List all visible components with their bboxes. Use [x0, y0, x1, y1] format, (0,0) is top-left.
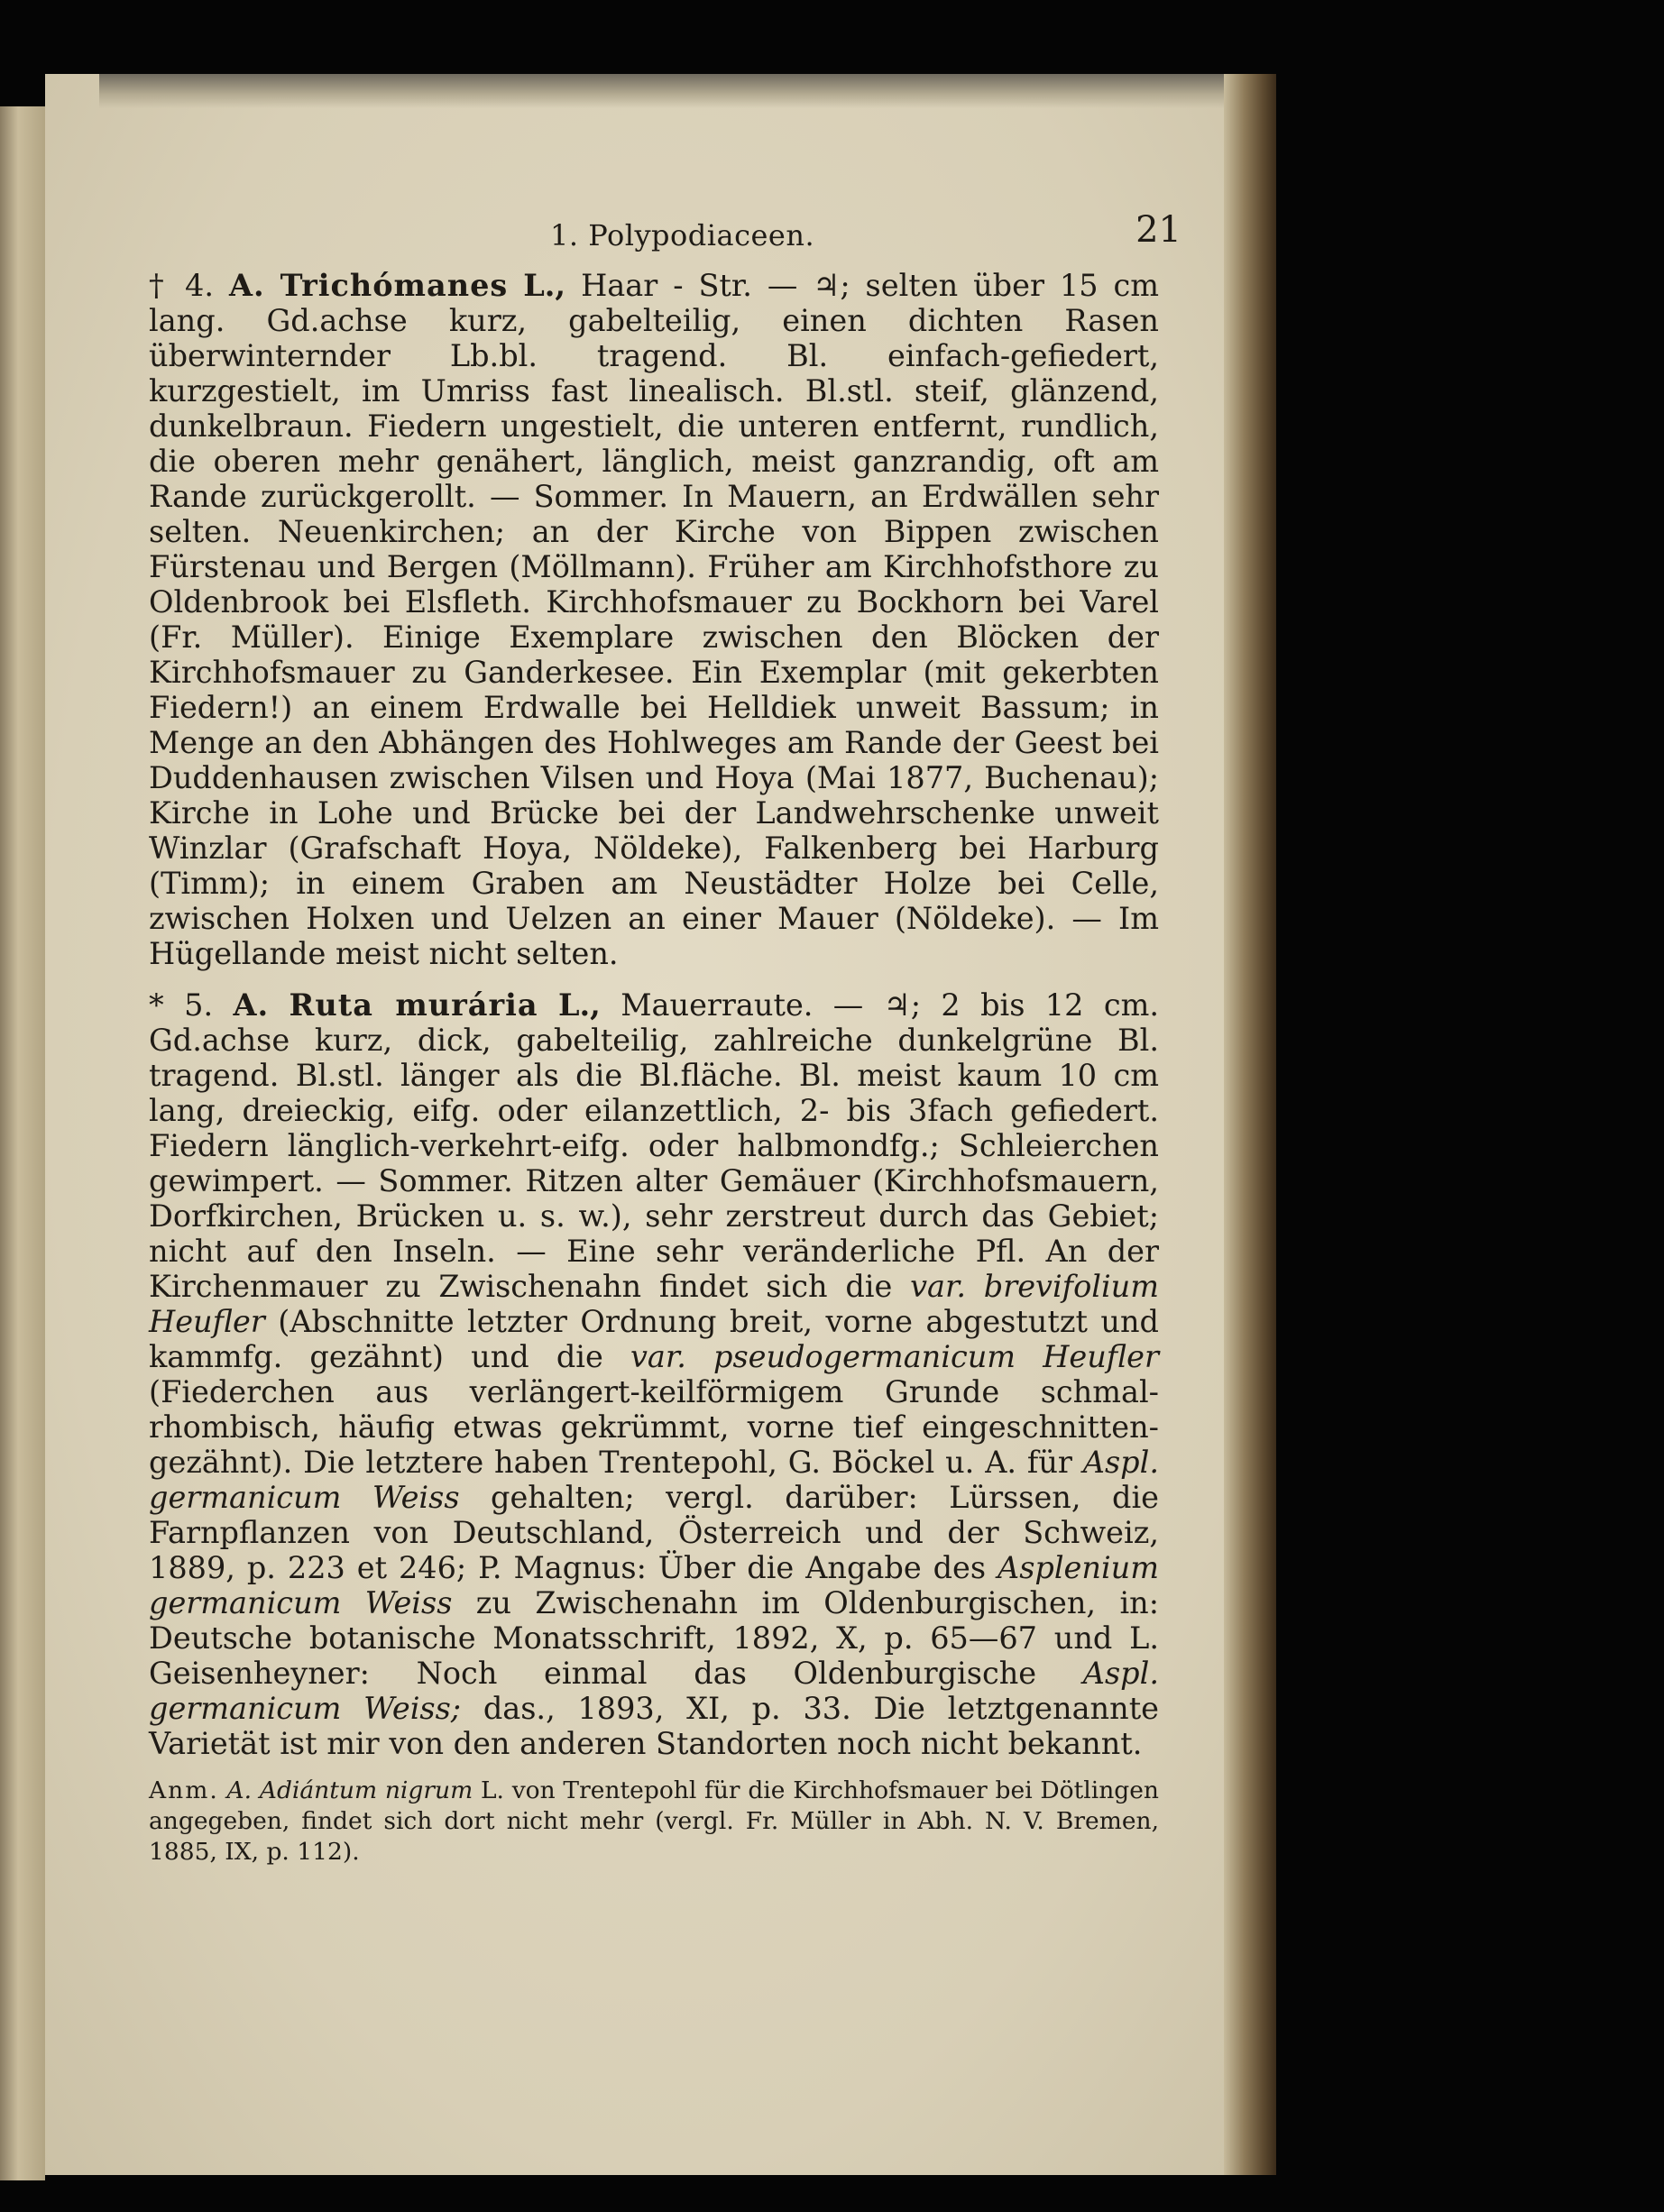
entry-number: 4. [185, 268, 214, 303]
variety-name: var. pseudogermanicum Heufler [630, 1339, 1159, 1374]
entry-text: das., 1893, XI, p. 33. Die letztgenannte Varietät ist mir von den anderen Standorten noch nicht bekannt. [149, 1691, 1159, 1761]
page-body [149, 268, 1159, 1868]
entry-number: 5. [184, 987, 214, 1023]
species-entry-trichomanes [149, 268, 1159, 971]
entry-text: (Fiederchen aus verlängert-keilförmigem Grunde schmal-rhombisch, häufig etwas gekrümmt, vorne tief eingeschnitten-gezähnt). Die letztere haben Trentepohl, G. Böckel u. A. für [149, 1374, 1159, 1480]
page-header [496, 209, 1181, 263]
adjacent-page-edge [0, 106, 45, 2180]
taxon-name: Aspl. germanicum Weiss [149, 1445, 1159, 1515]
entry-genus: A. [233, 987, 270, 1023]
variety-name: var. brevifolium Heufler [149, 1269, 1160, 1339]
entry-text: (Abschnitte letzter Ordnung breit, vorne abgestutzt und kammfg. gezähnt) und die [149, 1304, 1159, 1374]
note-text: L. von Trentepohl für die Kirchhofsmauer bei Dötlingen angegeben, findet sich dort nicht mehr (vergl. Fr. Müller in Abh. N. V. Bremen, 1885, IX, p. 112). [149, 1776, 1159, 1866]
note-label: Anm. [149, 1776, 219, 1804]
entry-author: L., [557, 987, 601, 1023]
note-taxon: A. Adiántum nigrum [226, 1776, 473, 1804]
book-spine [1224, 74, 1276, 2175]
entry-text: Mauerraute. — ♃; 2 bis 12 cm. Gd.achse kurz, dick, gabelteilig, zahlreiche dunkelgrüne Bl. tragend. Bl.stl. länger als die Bl.fläche. Bl. meist kaum 10 cm lang, dreieckig, eifg. oder eilanzettlich, 2- bis 3fach gefiedert. Fiedern länglich-verkehrt-eifg. oder halbmondfg.; Schleierchen gewimpert. — Sommer. Ritzen alter Gemäuer (Kirchhofsmauern, Dorfkirchen, Brücken u. s. w.), sehr zerstreut durch das Gebiet; nicht auf den Inseln. — Eine sehr veränderliche Pfl. An der Kirchenmauer zu Zwischenahn findet sich die [149, 987, 1159, 1304]
entry-marker: * [149, 987, 164, 1023]
entry-text: zu Zwischenahn im Oldenburgischen, in: Deutsche botanische Monatsschrift, 1892, X, p. 65—67 und L. Geisenheyner: Noch einmal das Oldenburgische [149, 1585, 1160, 1691]
entry-text: Haar - Str. — ♃; selten über 15 cm lang. Gd.achse kurz, gabelteilig, einen dichten Rasen überwinternder Lb.bl. tragend. Bl. einfach-gefiedert, kurzgestielt, im Umriss fast linealisch. Bl.stl. steif, glänzend, dunkelbraun. Fiedern ungestielt, die unteren entfernt, rundlich, die oberen mehr genähert, länglich, meist ganzrandig, oft am Rande zurückgerollt. — Sommer. In Mauern, an Erdwällen sehr selten. Neuenkirchen; an der Kirche von Bippen zwischen Fürstenau und Bergen (Möllmann). Früher am Kirchhofsthore zu Oldenbrook bei Elsfleth. Kirchhofsmauer zu Bockhorn bei Varel (Fr. Müller). Einige Exemplare zwischen den Blöcken der Kirchhofsmauer zu Ganderkesee. Ein Exemplar (mit gekerbten Fiedern!) an einem Erdwalle bei Helldiek unweit Bassum; in Menge an den Abhängen des Hohlweges am Rande der Geest bei Duddenhausen zwischen Vilsen und Hoya (Mai 1877, Buchenau); Kirche in Lohe und Brücke bei der Landwehrschenke unweit Winzlar (Grafschaft Hoya, Nöldeke), Falkenberg bei Harburg (Timm); in einem Graben am Neustädter Holze bei Celle, zwischen Holxen und Uelzen an einer Mauer (Nöldeke). — Im Hügellande meist nicht selten. [149, 268, 1160, 971]
page-number: 21 [1135, 209, 1181, 251]
book-page [45, 74, 1276, 2175]
taxon-name: Aspl. germanicum Weiss; [149, 1656, 1159, 1726]
page-top-edge [99, 74, 1272, 108]
entry-text: gehalten; vergl. darüber: Lürssen, die Farnpflanzen von Deutschland, Österreich und der Schweiz, 1889, p. 223 et 246; P. Magnus: Über die Angabe des [149, 1480, 1159, 1585]
entry-species: Ruta murária [289, 987, 538, 1023]
footnote [149, 1776, 1159, 1868]
entry-marker: † [149, 268, 170, 303]
taxon-name: Asplenium germanicum Weiss [149, 1550, 1159, 1620]
species-entry-ruta-muraria [149, 987, 1159, 1761]
entry-genus: A. [228, 268, 265, 303]
entry-species: Trichómanes [280, 268, 509, 303]
entry-author: L., [523, 268, 566, 303]
running-head: 1. Polypodiaceen. [550, 218, 815, 252]
